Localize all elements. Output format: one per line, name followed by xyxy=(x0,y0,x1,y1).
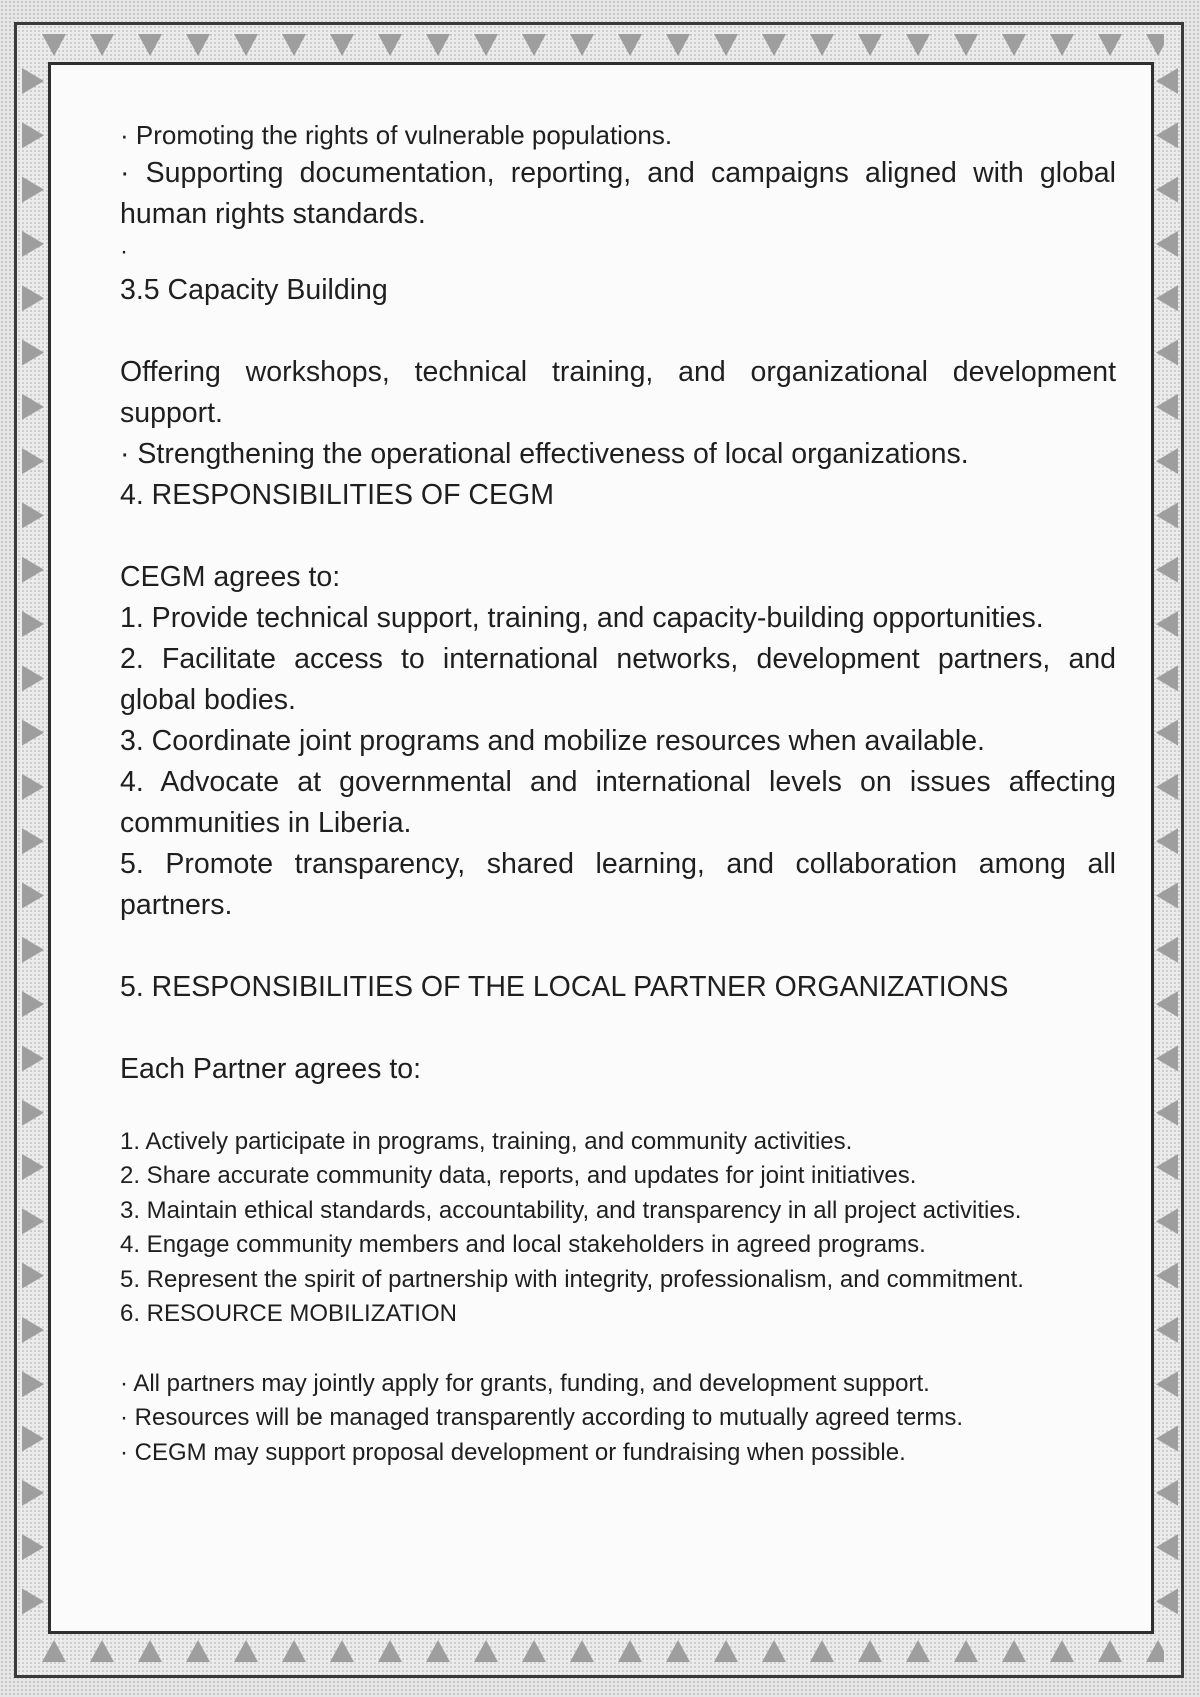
partner-item-4: 4. Engage community members and local stakeholders in agreed programs. xyxy=(120,1231,926,1258)
cegm-intro: CEGM agrees to: xyxy=(120,560,341,593)
section-heading-resource-mobilization: 6. RESOURCE MOBILIZATION xyxy=(120,1300,457,1327)
triangle-border-left xyxy=(18,62,48,1636)
section-heading-cegm-responsibilities: 4. RESPONSIBILITIES OF CEGM xyxy=(120,478,554,511)
capacity-building-bullet: · Strengthening the operational effectiveness of local organizations. xyxy=(120,437,969,470)
resource-bullet-2: · Resources will be managed transparently according to mutually agreed terms. xyxy=(120,1404,964,1431)
spacer xyxy=(120,926,1116,967)
decorative-border-top xyxy=(36,30,1164,60)
spacer xyxy=(120,1090,1116,1125)
bullet-vulnerable-populations: · Promoting the rights of vulnerable populations. xyxy=(120,120,673,150)
document-body xyxy=(120,118,1116,1470)
partner-item-1: 1. Actively participate in programs, training, and community activities. xyxy=(120,1127,853,1155)
triangle-border-top xyxy=(36,30,1164,60)
decorative-border-right xyxy=(1152,62,1182,1636)
spacer xyxy=(120,311,1116,352)
partner-item-3: 3. Maintain ethical standards, accountability, and transparency in all project activities. xyxy=(120,1196,1022,1224)
resource-bullet-3: · CEGM may support proposal development or fundraising when possible. xyxy=(120,1438,906,1466)
cegm-item-1: 1. Provide technical support, training, and capacity-building opportunities. xyxy=(120,601,1044,634)
partner-item-5: 5. Represent the spirit of partnership with integrity, professionalism, and commitment. xyxy=(120,1265,1024,1293)
decorative-border-left xyxy=(18,62,48,1636)
bullet-human-rights-standards: · Supporting documentation, reporting, and campaigns aligned with global human rights standards. xyxy=(120,157,1116,230)
spacer xyxy=(120,516,1116,557)
decorative-border-bottom xyxy=(36,1636,1164,1666)
partner-item-2: 2. Share accurate community data, reports, and updates for joint initiatives. xyxy=(120,1162,917,1189)
section-heading-capacity-building: 3.5 Capacity Building xyxy=(120,273,388,306)
triangle-border-right xyxy=(1152,62,1182,1636)
spacer xyxy=(120,1332,1116,1367)
resource-bullet-1: · All partners may jointly apply for grants, funding, and development support. xyxy=(120,1369,930,1397)
partner-intro: Each Partner agrees to: xyxy=(120,1052,422,1085)
spacer xyxy=(120,1008,1116,1049)
section-heading-partner-responsibilities: 5. RESPONSIBILITIES OF THE LOCAL PARTNER ORGANIZATIONS xyxy=(120,970,1009,1003)
cegm-item-5: 5. Promote transparency, shared learning, and collaboration among all partners. xyxy=(120,847,1116,921)
triangle-border-bottom xyxy=(36,1636,1164,1666)
cegm-item-4: 4. Advocate at governmental and international levels on issues affecting communities in Liberia. xyxy=(120,765,1116,839)
cegm-item-2: 2. Facilitate access to international networks, development partners, and global bodies. xyxy=(120,642,1116,716)
cegm-item-3: 3. Coordinate joint programs and mobilize resources when available. xyxy=(120,724,985,757)
bullet-empty: · xyxy=(120,238,128,265)
capacity-building-paragraph: Offering workshops, technical training, and organizational development support. xyxy=(120,355,1116,429)
